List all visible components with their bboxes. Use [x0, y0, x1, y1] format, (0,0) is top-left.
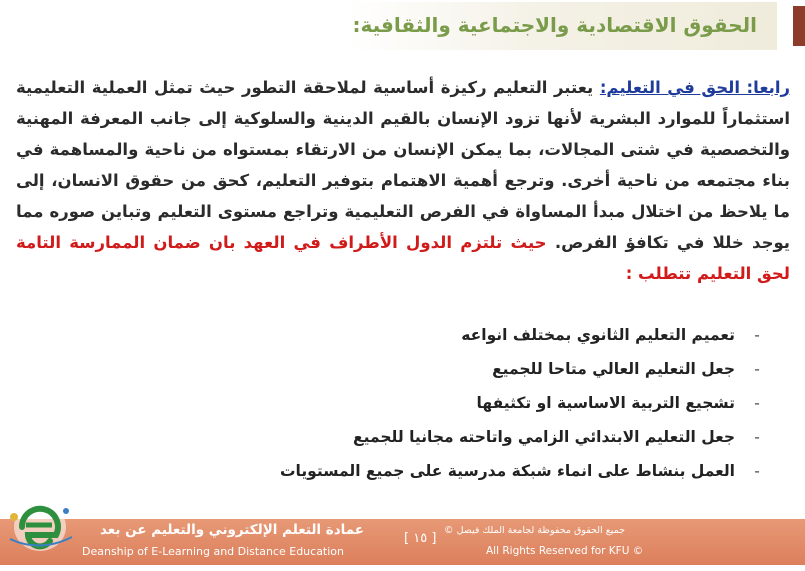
title-accent-bar	[793, 6, 805, 46]
page-number: [ ١٥ ]	[404, 531, 437, 546]
list-item	[205, 454, 765, 488]
list-item	[205, 420, 765, 454]
body-paragraph	[16, 72, 790, 289]
deanship-name-en: Deanship of E-Learning and Distance Education	[82, 545, 345, 558]
bullet-marker: -	[754, 428, 760, 446]
copyright-en: All Rights Reserved for KFU ©	[486, 545, 644, 557]
list-item-text: تشجيع التربية الاساسية او تكثيفها	[476, 394, 735, 412]
deanship-name-ar: عمادة التعلم الإلكتروني والتعليم عن بعد	[100, 522, 364, 538]
slide-title: الحقوق الاقتصادية والاجتماعية والثقافية:	[352, 13, 757, 37]
list-item	[205, 352, 765, 386]
list-item	[205, 318, 765, 352]
slide-footer	[0, 519, 805, 565]
list-item-text: العمل بنشاط على انماء شبكة مدرسية على جميع المستويات	[279, 462, 735, 480]
paragraph-emphasis: حيث تلتزم الدول الأطراف في العهد بان ضمان الممارسة التامة لحق التعليم تتطلب :	[16, 233, 790, 283]
e-learning-logo-icon	[0, 487, 82, 567]
list-item	[205, 386, 765, 420]
bullet-marker: -	[754, 462, 760, 480]
list-item-text: تعميم التعليم الثانوي بمختلف انواعه	[461, 326, 735, 344]
bullet-marker: -	[754, 394, 760, 412]
paragraph-body: يعتبر التعليم ركيزة أساسية لملاحقة التطور حيث تمثل العملية التعليمية استثماراً للموارد البشرية لأنها تزود الإنسان بالقيم الدينية والسلوكية إلى جانب المعرفة المهنية والتخصصية في شتى المجالات، بما يمكن الإنسان من الارتقاء بمستواه من ناحية والمساهمة في بناء مجتمعه من ناحية أخرى. وترجع أهمية الاهتمام بتوفير التعليم، كحق من حقوق الانسان، إلى ما يلاحظ من اختلال مبدأ المساواة في الفرص التعليمية وتراجع مستوى التعليم وتباين صوره مما يوجد خللا في تكافؤ الفرص.	[16, 78, 790, 252]
paragraph-lead: رابعا: الحق في التعليم:	[599, 78, 790, 97]
copyright-ar: جميع الحقوق محفوظة لجامعة الملك فيصل ©	[444, 525, 625, 536]
list-item-text: جعل التعليم العالي متاحا للجميع	[492, 360, 735, 378]
requirements-list	[205, 318, 765, 488]
bullet-marker: -	[754, 326, 760, 344]
bullet-marker: -	[754, 360, 760, 378]
list-item-text: جعل التعليم الابتدائي الزامي واتاحته مجانيا للجميع	[353, 428, 735, 446]
slide-title-bar	[0, 2, 805, 50]
